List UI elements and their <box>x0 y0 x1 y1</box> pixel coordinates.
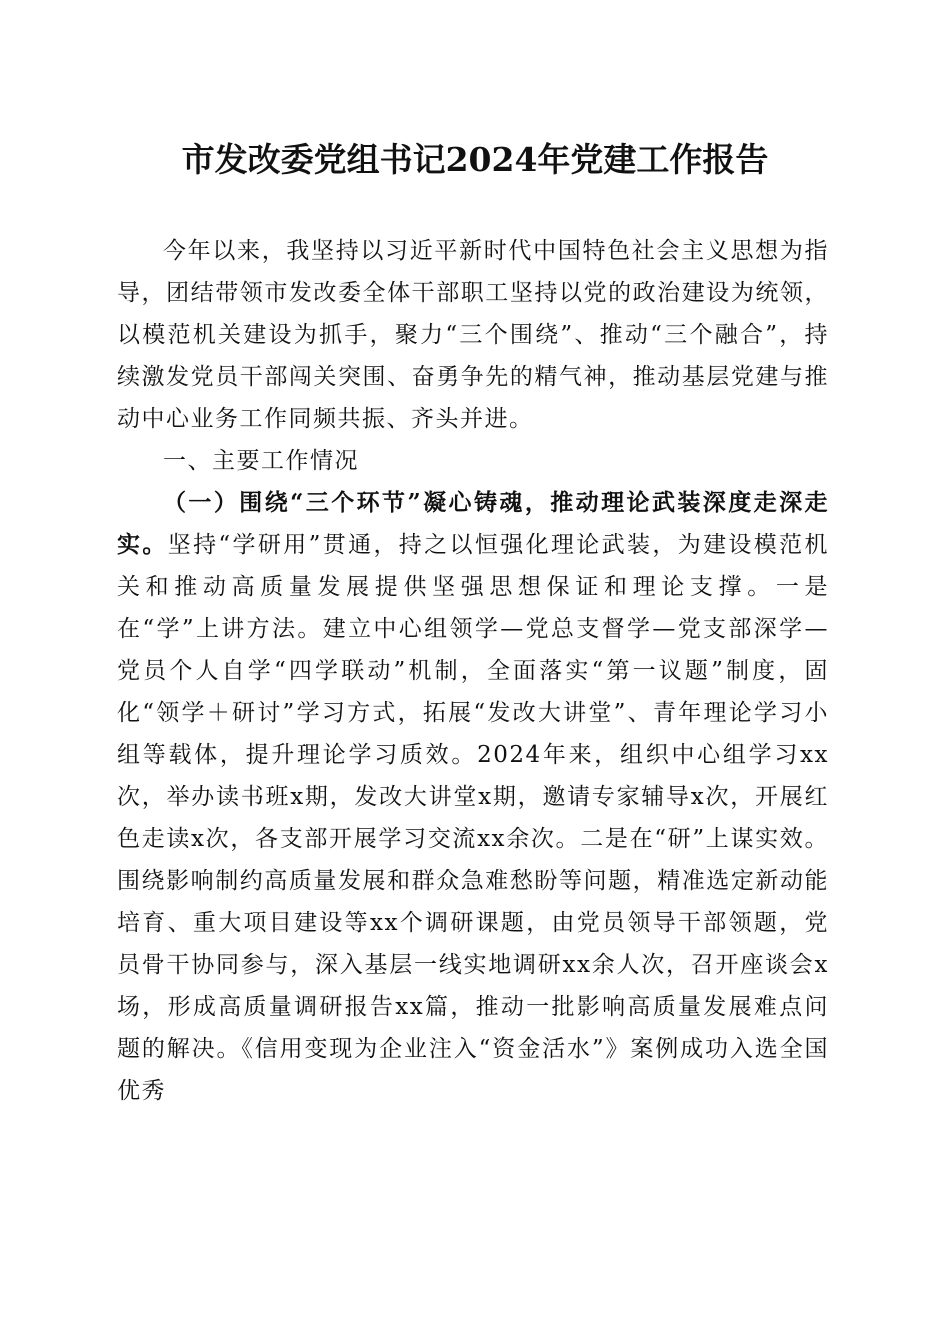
document-body <box>117 230 829 1112</box>
subsection-paragraph <box>117 482 829 1112</box>
subsection-body: 坚持“学研用”贯通，持之以恒强化理论武装，为建设模范机关和推动高质量发展提供坚强思想保证和理论支撑。一是在“学”上讲方法。建立中心组领学—党总支督学—党支部深学—党员个人自学“四学联动”机制，全面落实“第一议题”制度，固化“领学＋研讨”学习方式，拓展“发改大讲堂”、青年理论学习小组等载体，提升理论学习质效。2024年来，组织中心组学习xx次，举办读书班x期，发改大讲堂x期，邀请专家辅导x次，开展红色走读x次，各支部开展学习交流xx余次。二是在“研”上谋实效。围绕影响制约高质量发展和群众急难愁盼等问题，精准选定新动能培育、重大项目建设等xx个调研课题，由党员领导干部领题，党员骨干协同参与，深入基层一线实地调研xx余人次，召开座谈会x场，形成高质量调研报告xx篇，推动一批影响高质量发展难点问题的解决。《信用变现为企业注入“资金活水”》案例成功入选全国优秀 <box>117 532 829 1104</box>
document-title: 市发改委党组书记2024年党建工作报告 <box>181 140 769 179</box>
intro-paragraph: 今年以来，我坚持以习近平新时代中国特色社会主义思想为指导，团结带领市发改委全体干部职工坚持以党的政治建设为统领，以模范机关建设为抓手，聚力“三个围绕”、推动“三个融合”，持续激发党员干部闯关突围、奋勇争先的精气神，推动基层党建与推动中心业务工作同频共振、齐头并进。 <box>117 238 829 432</box>
subsection-lead: （一）围绕“三个环节”凝心铸魂，推动理论武装深度走深走实。 <box>117 489 829 558</box>
section-heading: 一、主要工作情况 <box>163 448 359 474</box>
